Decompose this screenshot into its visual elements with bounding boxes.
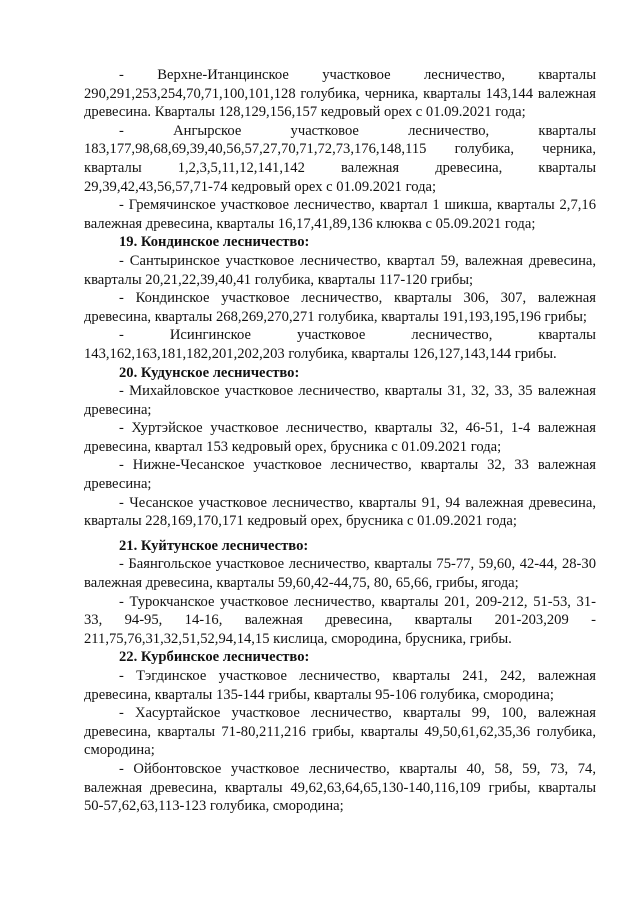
- paragraph-oibontovskoe: - Ойбонтовское участковое лесничество, кварталы 40, 58, 59, 73, 74, валежная древесина, кварталы 49,62,63,64,65,130-140,116,109 грибы, кварталы 50-57,62,63,113-123 голубика, смородина;: [84, 760, 596, 815]
- paragraph-tegdinskoe: - Тэгдинское участковое лесничество, кварталы 241, 242, валежная древесина, кварталы 135-144 грибы, кварталы 95-106 голубика, смородина;: [84, 668, 596, 703]
- paragraph-isinginskoe: - Исингинское участковое лесничество, кварталы 143,162,163,181,182,201,202,203 голубика, кварталы 126,127,143,144 грибы.: [84, 327, 596, 362]
- paragraph-khasurtaiskoe: - Хасуртайское участковое лесничество, кварталы 99, 100, валежная древесина, кварталы 71-80,211,216 грибы, кварталы 49,50,61,62,35,36 голубика, смородина;: [84, 705, 596, 759]
- document-body: [84, 66, 596, 816]
- paragraph-angyrskoe: - Ангырское участковое лесничество, кварталы 183,177,98,68,69,39,40,56,57,27,70,71,72,73,176,148,115 голубика, черника, кварталы 1,2,3,5,11,12,141,142 валежная древесина, кварталы 29,39,42,43,56,57,71-74 кедровый орех с 01.09.2021 года;: [84, 122, 596, 195]
- paragraph-turokchanskoe: - Турокчанское участковое лесничество, кварталы 201, 209-212, 51-53, 31-33, 94-95, 14-16, валежная древесина, кварталы 201-203,209 - 211,75,76,31,32,51,52,94,14,15 кислица, смородина, брусника, грибы.: [84, 593, 596, 647]
- paragraph-khurteiskoe: - Хуртэйское участковое лесничество, кварталы 32, 46-51, 1-4 валежная древесина, квартал 153 кедровый орех, брусника с 01.09.2021 года;: [84, 420, 596, 455]
- paragraph-gremyachinskoe: - Гремячинское участковое лесничество, квартал 1 шикша, кварталы 2,7,16 валежная древесина, кварталы 16,17,41,89,136 клюква с 05.09.2021 года;: [84, 197, 596, 232]
- paragraph-chesanskoe: - Чесанское участковое лесничество, кварталы 91, 94 валежная древесина, кварталы 228,169,170,171 кедровый орех, брусника с 01.09.2021 года;: [84, 494, 596, 530]
- paragraph-nizhne-chesanskoe: - Нижне-Чесанское участковое лесничество, кварталы 32, 33 валежная древесина;: [84, 457, 596, 493]
- paragraph-mikhailovskoe: - Михайловское участковое лесничество, кварталы 31, 32, 33, 35 валежная древесина;: [84, 383, 596, 418]
- paragraph-kondinskoe: - Кондинское участковое лесничество, кварталы 306, 307, валежная древесина, кварталы 268,269,270,271 голубика, кварталы 191,193,195,196 грибы;: [84, 290, 596, 325]
- heading-kondinskoe: 19. Кондинское лесничество:: [119, 234, 310, 251]
- paragraph-bayangolskoe: - Баянгольское участковое лесничество, кварталы 75-77, 59,60, 42-44, 28-30 валежная древесина, кварталы 59,60,42-44,75, 80, 65,66, грибы, ягода;: [84, 556, 596, 592]
- heading-kurbinskoe: 22. Курбинское лесничество:: [119, 649, 310, 666]
- heading-kuitunskoe: 21. Куйтунское лесничество:: [119, 537, 309, 554]
- paragraph-verkhne-itantsinskoe: - Верхне-Итанцинское участковое лесничество, кварталы 290,291,253,254,70,71,100,101,128 голубика, черника, кварталы 143,144 валежная древесина. Кварталы 128,129,156,157 кедровый орех с 01.09.2021 года;: [84, 67, 596, 121]
- paragraph-santyrinskoe: - Сантыринское участковое лесничество, квартал 59, валежная древесина, кварталы 20,21,22,39,40,41 голубика, кварталы 117-120 грибы;: [84, 252, 596, 288]
- heading-kudunskoe: 20. Кудунское лесничество:: [119, 364, 300, 381]
